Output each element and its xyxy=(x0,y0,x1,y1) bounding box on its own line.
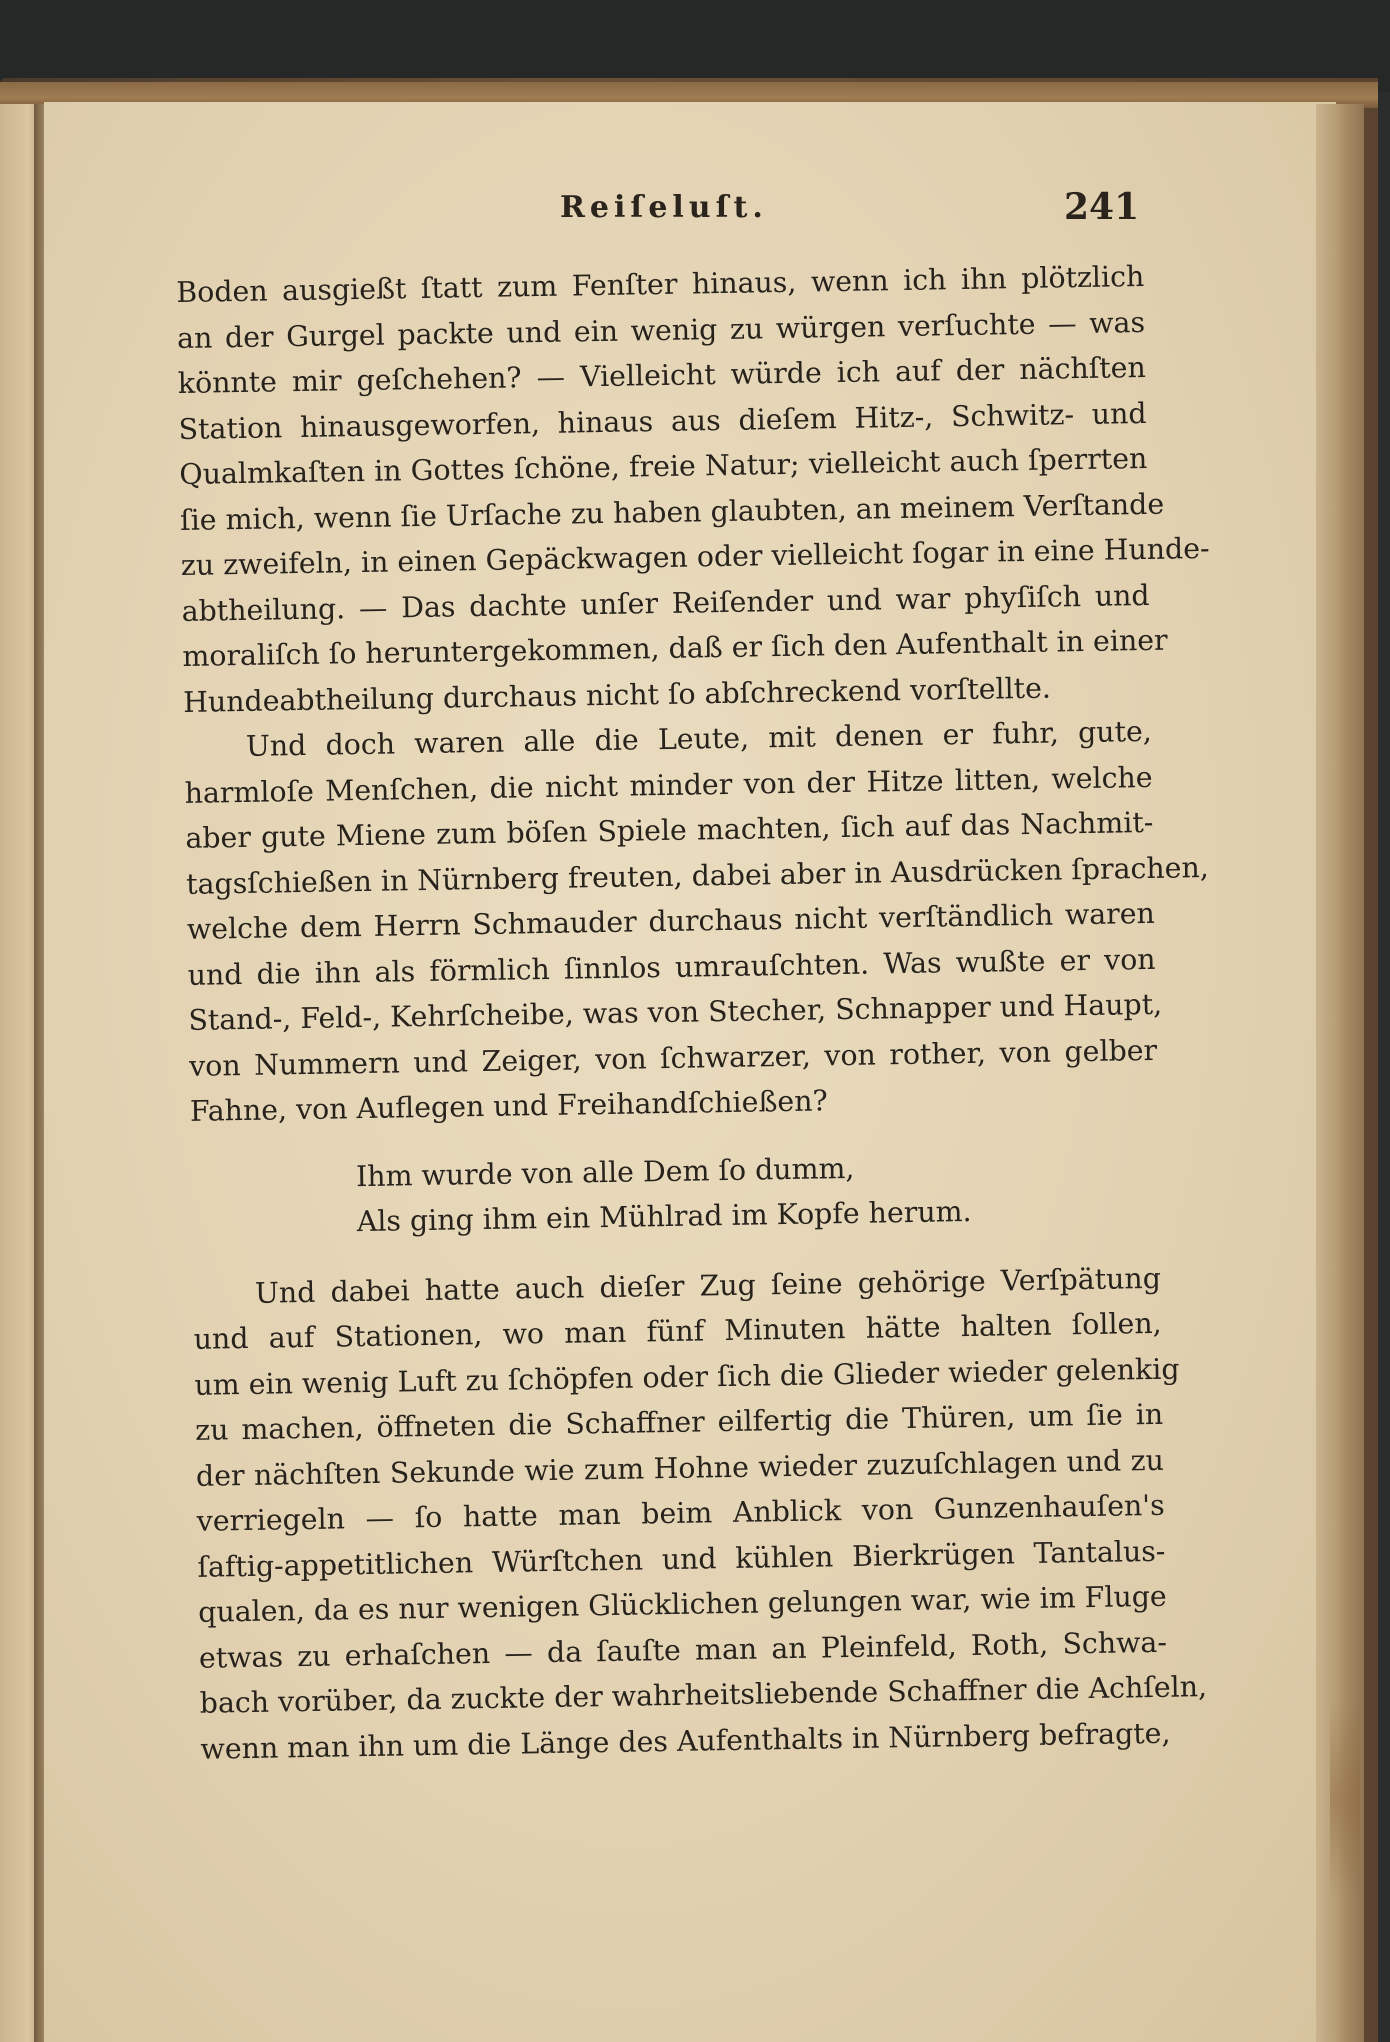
text-line: Stand-, Feld-, Kehrſcheibe, was von Stecher, Schnapper und Haupt, xyxy=(188,987,1163,1037)
text-line: tagsſchießen in Nürnberg freuten, dabei aber in Ausdrücken ſprachen, xyxy=(185,850,1210,901)
text-line: Station hinausgeworfen, hinaus aus dieſem Hitz-, Schwitz- und xyxy=(178,396,1147,446)
text-line: harmloſe Menſchen, die nicht minder von der Hitze litten, welche xyxy=(184,760,1153,810)
text-line: Qualmkaſten in Gottes ſchöne, freie Natur; vielleicht auch ſperrten xyxy=(179,441,1148,491)
text-line: um ein wenig Luft zu ſchöpfen oder ſich die Glieder wieder gelenkig xyxy=(194,1352,1180,1402)
text-line: Und doch waren alle die Leute, mit denen er fuhr, gute, xyxy=(245,714,1153,763)
text-line: moraliſch ſo heruntergekommen, daß er ſich den Aufenthalt in einer xyxy=(182,623,1168,673)
verse-line: Ihm wurde von alle Dem ſo dumm, xyxy=(355,1151,855,1193)
text-line: etwas zu erhaſchen — da ſauſte man an Pleinfeld, Roth, Schwa- xyxy=(198,1625,1168,1675)
text-line: qualen, da es nur wenigen Glücklichen gelungen war, wie im Fluge xyxy=(197,1579,1167,1629)
text-line: zu machen, öffneten die Schaffner eilfertig die Thüren, um ſie in xyxy=(194,1397,1164,1447)
paragraph-3 xyxy=(193,1255,1208,1771)
text-line: von Nummern und Zeiger, von ſchwarzer, von rother, von gelber xyxy=(188,1033,1158,1083)
text-line: an der Gurgel packte und ein wenig zu würgen verſuchte — was xyxy=(176,305,1146,355)
text-line: könnte mir geſchehen? — Vielleicht würde ich auf der nächſten xyxy=(177,350,1147,400)
paragraph-2 xyxy=(184,709,1210,1134)
page-number: 241 xyxy=(1064,186,1140,228)
text-line: Hundeabtheilung durchaus nicht ſo abſchreckend vorſtellte. xyxy=(182,671,1052,719)
page-header xyxy=(0,186,1390,240)
verse-line: Als ging ihm ein Mühlrad im Kopfe herum. xyxy=(356,1194,972,1239)
text-line: Und dabei hatte auch dieſer Zug ſeine gehörige Verſpätung xyxy=(254,1261,1162,1310)
text-line: wenn man ihn um die Länge des Aufenthalts in Nürnberg befragte, xyxy=(200,1716,1171,1766)
verse xyxy=(191,1140,1160,1247)
text-line: bach vorüber, da zuckte der wahrheitsliebende Schaffner die Achſeln, xyxy=(199,1670,1208,1720)
text-line: und die ihn als förmlich ſinnlos umrauſchten. Was wußte er von xyxy=(187,942,1156,992)
text-line: Fahne, von Auflegen und Freihandſchießen? xyxy=(189,1084,828,1128)
text-line: und auf Stationen, wo man fünf Minuten hätte halten ſollen, xyxy=(193,1306,1162,1356)
page-stain xyxy=(1330,1700,1360,1900)
text-line: verriegeln — ſo hatte man beim Anblick von Gunzenhauſen's xyxy=(196,1488,1165,1538)
text-line: ſaftig-appetitlichen Würſtchen und kühlen Bierkrügen Tantalus- xyxy=(197,1534,1166,1584)
text-line: welche dem Herrn Schmauder durchaus nicht verſtändlich waren xyxy=(186,896,1156,946)
text-line: ſie mich, wenn ſie Urſache zu haben glaubten, an meinem Verſtande xyxy=(179,487,1165,537)
running-head: Reiſeluſt. xyxy=(560,190,768,225)
paragraph-1 xyxy=(176,254,1210,725)
text-line: der nächſten Sekunde wie zum Hohne wieder zuzuſchlagen und zu xyxy=(195,1443,1165,1493)
body-text xyxy=(176,254,1210,1772)
text-line: aber gute Miene zum böſen Spiele machten, ſich auf das Nachmit- xyxy=(185,805,1154,855)
text-line: abtheilung. — Das dachte unſer Reiſender und war phyſiſch und xyxy=(181,578,1150,628)
text-line: zu zweifeln, in einen Gepäckwagen oder vielleicht ſogar in eine Hunde- xyxy=(180,531,1210,582)
text-line: Boden ausgießt ſtatt zum Fenſter hinaus, wenn ich ihn plötzlich xyxy=(176,259,1145,309)
